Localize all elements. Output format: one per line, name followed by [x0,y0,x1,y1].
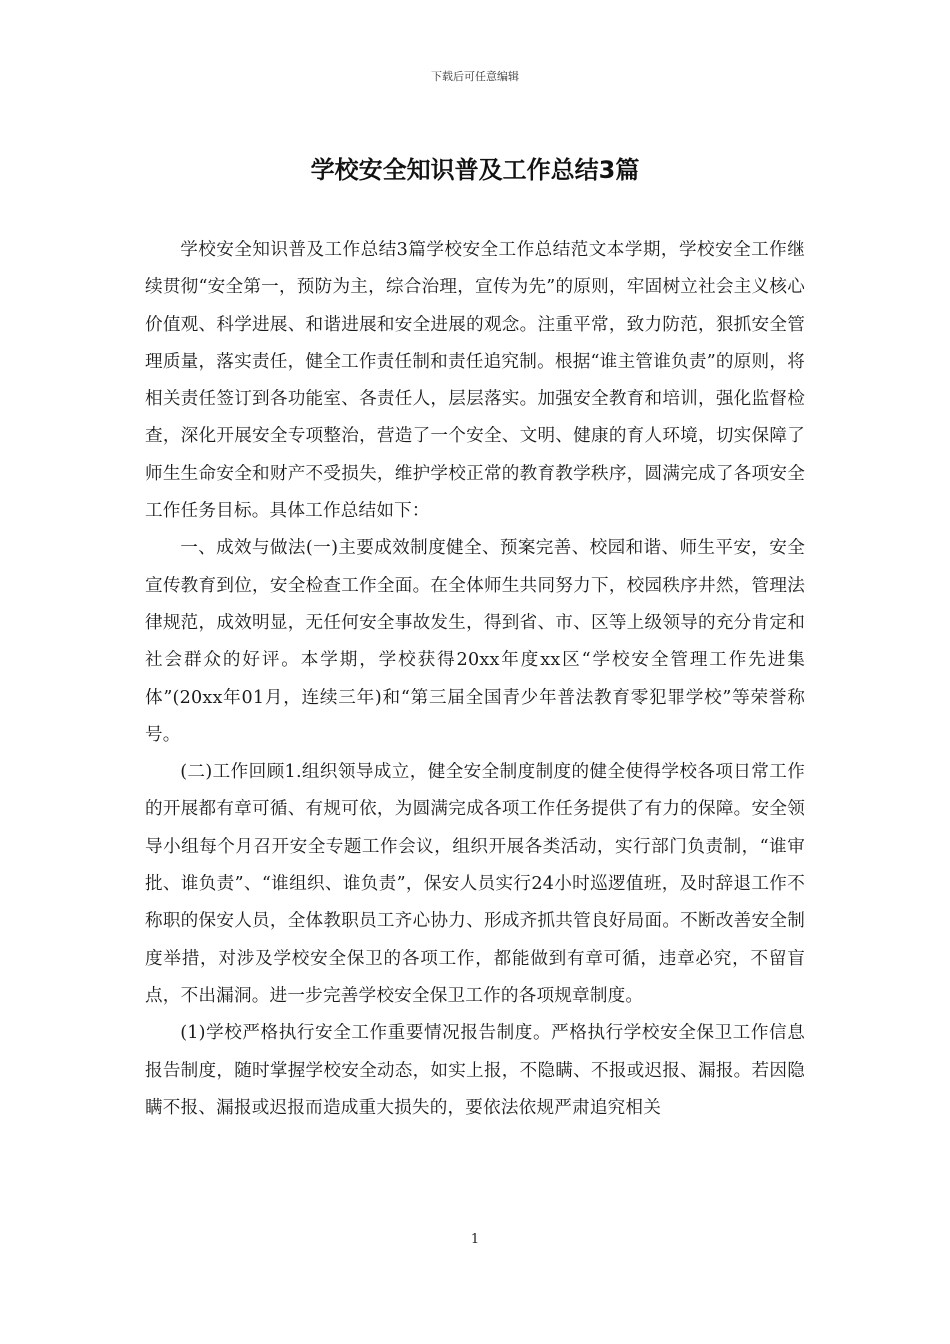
document-title: 学校安全知识普及工作总结3篇 [310,156,640,184]
paragraph-achievements: 一、成效与做法(一)主要成效制度健全、预案完善、校园和谐、师生平安，安全宣传教育到位，安全检查工作全面。在全体师生共同努力下，校园秩序井然，管理法律规范，成效明显，无任何安全事故发生，得到省、市、区等上级领导的充分肯定和社会群众的好评。本学期，学校获得20xx年度xx区“学校安全管理工作先进集体”(20xx年01月，连续三年)和“第三届全国青少年普法教育零犯罪学校”等荣誉称号。 [145,538,805,745]
paragraph-intro: 学校安全知识普及工作总结3篇学校安全工作总结范文本学期，学校安全工作继续贯彻“安全第一，预防为主，综合治理，宣传为先”的原则，牢固树立社会主义核心价值观、科学进展、和谐进展和安全进展的观念。注重平常，致力防范，狠抓安全管理质量，落实责任，健全工作责任制和责任追究制。根据“谁主管谁负责”的原则，将相关责任签订到各功能室、各责任人，层层落实。加强安全教育和培训，强化监督检查，深化开展安全专项整治，营造了一个安全、文明、健康的育人环境，切实保障了师生生命安全和财产不受损失，维护学校正常的教育教学秩序，圆满完成了各项安全工作任务目标。具体工作总结如下： [145,240,805,522]
document-body [145,232,805,1127]
paragraph-work-review: (二)工作回顾1.组织领导成立，健全安全制度制度的健全使得学校各项日常工作的开展都有章可循、有规可依，为圆满完成各项工作任务提供了有力的保障。安全领导小组每个月召开安全专题工作会议，组织开展各类活动，实行部门负责制，“谁审批、谁负责”、“谁组织、谁负责”，保安人员实行24小时巡逻值班，及时辞退工作不称职的保安人员，全体教职员工齐心协力、形成齐抓共管良好局面。不断改善安全制度举措，对涉及学校安全保卫的各项工作，都能做到有章可循，违章必究，不留盲点，不出漏洞。进一步完善学校安全保卫工作的各项规章制度。 [145,762,805,1006]
page-number: 1 [470,1232,480,1247]
header-note: 下载后可任意编辑 [431,70,519,83]
paragraph-reporting-system: (1)学校严格执行安全工作重要情况报告制度。严格执行学校安全保卫工作信息报告制度，随时掌握学校安全动态，如实上报，不隐瞒、不报或迟报、漏报。若因隐瞒不报、漏报或迟报而造成重大损失的，要依法依规严肃追究相关 [145,1023,805,1118]
